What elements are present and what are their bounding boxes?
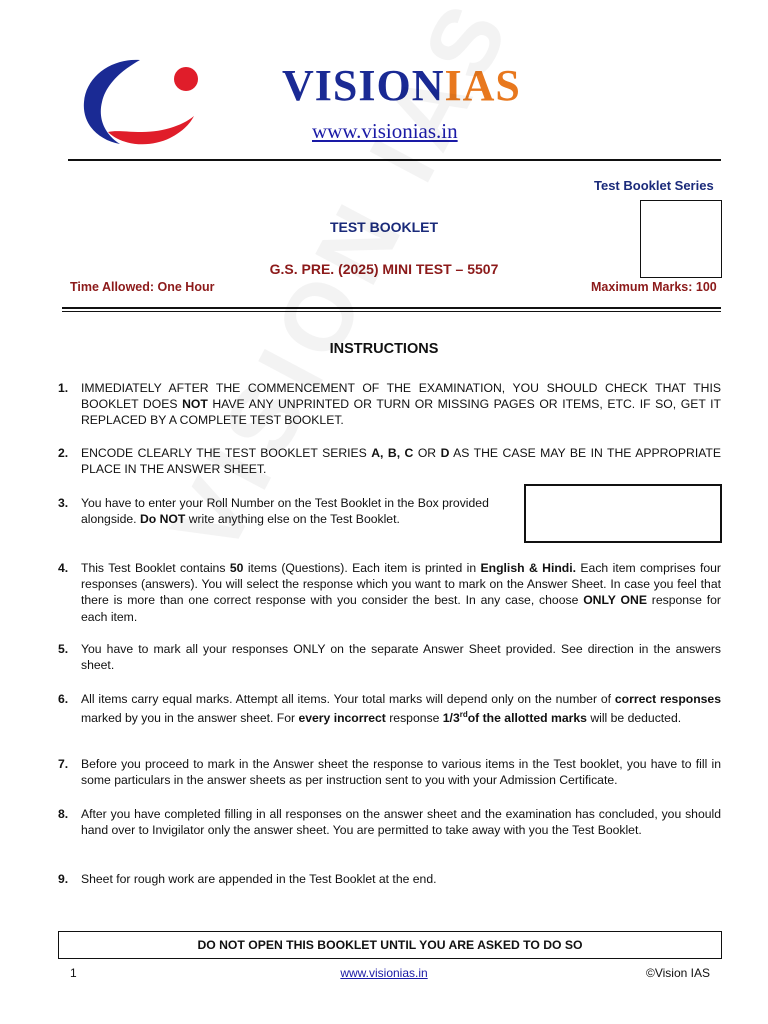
instruction-text-run: response for each item. (81, 593, 721, 624)
instruction-text-run: All items carry equal marks. Attempt all items. Your total marks will depend only on the number of (81, 692, 615, 706)
instructions-heading: INSTRUCTIONS (329, 341, 439, 357)
brand-name-part2: IAS (444, 61, 521, 110)
test-name: G.S. PRE. (2025) MINI TEST – 5507 (269, 261, 499, 277)
instruction-text-run: every incorrect (298, 711, 386, 726)
instruction-number: 4. (58, 561, 69, 575)
instruction-text-run: Before you proceed to mark in the Answer sheet the response to various items in the Test booklet, you have to fill in some particulars in the answer sheets as per instruction sent to you with your Admission Certificate. (81, 757, 721, 788)
instruction-text-run: marked by you in the answer sheet. For (81, 711, 299, 726)
instruction-text (81, 806, 721, 838)
time-allowed: Time Allowed: One Hour (70, 280, 215, 294)
booklet-title: TEST BOOKLET (329, 219, 439, 235)
instruction-text-run: HAVE ANY UNPRINTED OR TURN OR MISSING PAGES OR ITEMS, ETC. IF SO, GET IT REPLACED BY A COMPLETE TEST BOOKLET. (81, 397, 721, 428)
roll-number-box[interactable] (524, 484, 722, 543)
instruction-text-run: This Test Booklet contains (81, 561, 230, 575)
instruction-text-run: OR (413, 446, 441, 460)
instruction-text-run: AS THE CASE MAY BE IN THE APPROPRIATE PLACE IN THE ANSWER SHEET. (81, 446, 722, 477)
instruction-number: 1. (58, 381, 69, 395)
maximum-marks: Maximum Marks: 100 (591, 280, 717, 294)
instruction-text (81, 691, 721, 726)
double-divider-top (62, 307, 721, 309)
instruction-text-run: 50 (229, 561, 244, 575)
instruction-text (81, 445, 721, 477)
instruction-text-run: After you have completed filling in all responses on the answer sheet and the examination has concluded, you should hand over to Invigilator only the answer sheet. You are permitted to take away with you the Test Booklet. (81, 807, 721, 838)
instruction-text (81, 495, 501, 527)
instruction-text-run: D (440, 446, 450, 460)
instruction-text-run: IMMEDIATELY AFTER THE COMMENCEMENT OF THE EXAMINATION, YOU SHOULD CHECK THAT THIS BOOKLET DOES (81, 381, 721, 412)
do-not-open-notice: DO NOT OPEN THIS BOOKLET UNTIL YOU ARE ASKED TO DO SO (58, 931, 722, 959)
page-number: 1 (70, 966, 77, 980)
instruction-number: 9. (58, 872, 69, 886)
footer-copyright: ©Vision IAS (646, 966, 710, 980)
instruction-text-run: You have to mark all your responses ONLY on the separate Answer Sheet provided. See direction in the answers sheet. (81, 642, 721, 673)
instruction-text-run: correct responses (614, 692, 721, 706)
instruction-text-run: You have to enter your Roll Number on the Test Booklet in the Box provided alongside. (81, 496, 489, 527)
instruction-number: 6. (58, 692, 69, 706)
instruction-text (81, 641, 721, 673)
instruction-text (81, 756, 721, 788)
vision-ias-logo-icon (78, 54, 208, 146)
brand-name-part1: VISION (282, 61, 445, 110)
instruction-text (81, 871, 721, 887)
instruction-text-run: ONLY ONE (583, 593, 647, 608)
instruction-text-run: Do NOT (139, 512, 186, 527)
instruction-text (81, 380, 721, 429)
instruction-number: 7. (58, 757, 69, 771)
instruction-text-run: 1/3 (442, 711, 460, 726)
instruction-text-run: of the allotted marks (467, 711, 587, 726)
instruction-text-run: will be deducted. (586, 711, 682, 726)
instruction-number: 8. (58, 807, 69, 821)
instruction-number: 5. (58, 642, 69, 656)
instruction-text-run: NOT (182, 397, 208, 412)
footer-url-link[interactable]: www.visionias.in (340, 966, 428, 980)
instruction-text-run: Sheet for rough work are appended in the Test Booklet at the end. (81, 872, 437, 886)
instruction-number: 3. (58, 496, 69, 510)
instruction-text-run: items (Questions). Each item is printed in (243, 561, 481, 575)
brand-url-link[interactable]: www.visionias.in (312, 119, 458, 143)
instruction-text-run: Each item comprises four responses (answers). You will select the response which you want to mark on the Answer Sheet. In case you feel that there is more than one correct response with you consider the best. In any case, choose (81, 561, 721, 608)
instruction-text-run: ENCODE CLEARLY THE TEST BOOKLET SERIES (81, 446, 372, 460)
instruction-number: 2. (58, 446, 69, 460)
double-divider-bottom (62, 311, 721, 312)
test-booklet-series-label: Test Booklet Series (594, 178, 714, 193)
instruction-text-run: A, B, C (371, 446, 414, 460)
instruction-text-run: English & Hindi. (480, 561, 577, 575)
instruction-text-run: write anything else on the Test Booklet. (185, 512, 400, 527)
instruction-text (81, 560, 721, 625)
instruction-text-run: response (385, 711, 443, 726)
instruction-text-run: rd (459, 710, 468, 720)
